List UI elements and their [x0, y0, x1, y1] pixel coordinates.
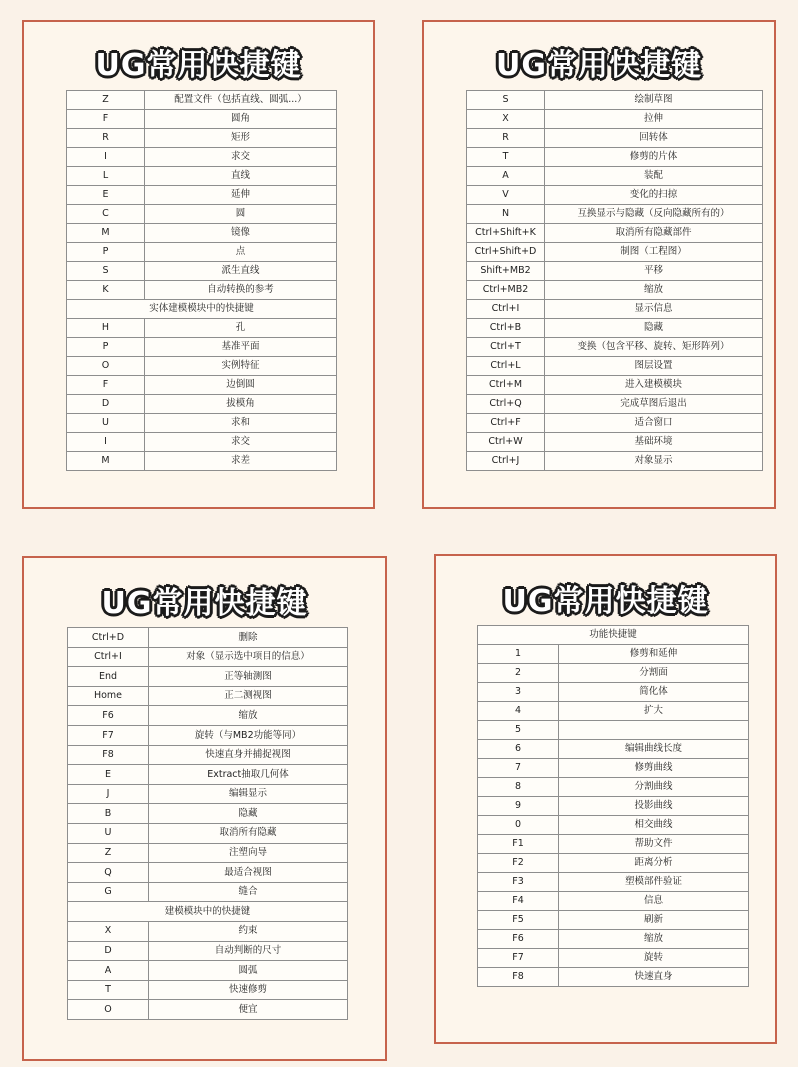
- shortcut-table: [66, 90, 337, 471]
- shortcut-key: Ctrl+Shift+D: [467, 243, 545, 262]
- shortcut-key: 3: [478, 683, 559, 702]
- table-row: [467, 110, 763, 129]
- table-row: [478, 968, 749, 987]
- shortcut-key: E: [67, 186, 145, 205]
- shortcut-action: 派生直线: [145, 262, 337, 281]
- shortcut-key: F4: [478, 892, 559, 911]
- table-row: [68, 1000, 348, 1020]
- shortcut-action: 互换显示与隐藏（反向隐藏所有的）: [545, 205, 763, 224]
- table-row: [67, 110, 337, 129]
- table-row: [478, 778, 749, 797]
- table-row: [467, 452, 763, 471]
- section-header: 建模模块中的快捷键: [68, 902, 348, 922]
- shortcut-key: Q: [68, 863, 149, 883]
- shortcut-action: 修剪的片体: [545, 148, 763, 167]
- table-row: [478, 816, 749, 835]
- shortcut-action: 拉伸: [545, 110, 763, 129]
- shortcut-key: X: [68, 921, 149, 941]
- table-row: [67, 319, 337, 338]
- shortcut-action: 对象显示: [545, 452, 763, 471]
- table-row: [67, 414, 337, 433]
- shortcut-key: 6: [478, 740, 559, 759]
- shortcut-key: I: [67, 433, 145, 452]
- shortcut-action: Extract抽取几何体: [149, 765, 348, 785]
- shortcut-action: 缩放: [559, 930, 749, 949]
- section-header-row: [67, 300, 337, 319]
- shortcut-key: S: [67, 262, 145, 281]
- shortcut-action: 相交曲线: [559, 816, 749, 835]
- table-row: [67, 205, 337, 224]
- table-row: [67, 357, 337, 376]
- shortcut-action: 快速直身并捕捉视图: [149, 745, 348, 765]
- shortcut-action: 隐藏: [545, 319, 763, 338]
- shortcut-key: P: [67, 243, 145, 262]
- shortcut-action: 约束: [149, 921, 348, 941]
- shortcut-key: Ctrl+L: [467, 357, 545, 376]
- section-header: 实体建模模块中的快捷键: [67, 300, 337, 319]
- shortcut-key: Z: [68, 843, 149, 863]
- shortcut-key: S: [467, 91, 545, 110]
- table-row: [68, 667, 348, 687]
- shortcut-action: 隐藏: [149, 804, 348, 824]
- table-row: [467, 91, 763, 110]
- shortcut-key: 2: [478, 664, 559, 683]
- shortcut-key: K: [67, 281, 145, 300]
- shortcut-key: T: [68, 980, 149, 1000]
- table-row: [68, 961, 348, 981]
- card-title: UG常用快捷键: [101, 586, 308, 621]
- shortcut-action: 投影曲线: [559, 797, 749, 816]
- table-row: [478, 702, 749, 721]
- shortcut-key: J: [68, 784, 149, 804]
- shortcut-action: 缩放: [545, 281, 763, 300]
- table-row: [467, 205, 763, 224]
- shortcut-key: Ctrl+I: [467, 300, 545, 319]
- shortcut-action: 直线: [145, 167, 337, 186]
- shortcut-action: 旋转: [559, 949, 749, 968]
- shortcut-action: 镜像: [145, 224, 337, 243]
- shortcut-action: 旋转（与MB2功能等同）: [149, 725, 348, 745]
- shortcut-key: D: [67, 395, 145, 414]
- table-row: [478, 797, 749, 816]
- shortcut-action: 基准平面: [145, 338, 337, 357]
- shortcut-action: 变化的扫掠: [545, 186, 763, 205]
- shortcut-key: O: [67, 357, 145, 376]
- section-header-row: [68, 902, 348, 922]
- shortcut-table-body: [67, 91, 337, 471]
- shortcut-key: B: [68, 804, 149, 824]
- table-row: [67, 91, 337, 110]
- shortcut-key: T: [467, 148, 545, 167]
- shortcut-action: 求交: [145, 433, 337, 452]
- shortcut-key: F3: [478, 873, 559, 892]
- shortcut-action: 装配: [545, 167, 763, 186]
- shortcut-action: 制图（工程图）: [545, 243, 763, 262]
- table-row: [67, 262, 337, 281]
- shortcut-action: 回转体: [545, 129, 763, 148]
- shortcut-key: X: [467, 110, 545, 129]
- shortcut-action: 最适合视图: [149, 863, 348, 883]
- shortcut-key: Ctrl+I: [68, 647, 149, 667]
- shortcut-key: 9: [478, 797, 559, 816]
- table-row: [467, 395, 763, 414]
- table-row: [67, 167, 337, 186]
- shortcut-table-body: [478, 626, 749, 987]
- table-row: [68, 804, 348, 824]
- shortcut-action: 塑模部件验证: [559, 873, 749, 892]
- shortcut-key: 4: [478, 702, 559, 721]
- shortcut-action: 分割曲线: [559, 778, 749, 797]
- shortcut-action: 便宜: [149, 1000, 348, 1020]
- section-header: 功能快捷键: [478, 626, 749, 645]
- table-row: [478, 740, 749, 759]
- shortcut-key: A: [68, 961, 149, 981]
- shortcut-key: F8: [68, 745, 149, 765]
- shortcut-key: Ctrl+Shift+K: [467, 224, 545, 243]
- table-row: [467, 281, 763, 300]
- table-row: [467, 148, 763, 167]
- table-row: [478, 664, 749, 683]
- table-row: [68, 745, 348, 765]
- shortcut-action: 简化体: [559, 683, 749, 702]
- table-row: [68, 686, 348, 706]
- shortcut-key: 5: [478, 721, 559, 740]
- shortcut-key: I: [67, 148, 145, 167]
- shortcut-action: 配置文件（包括直线、圆弧...）: [145, 91, 337, 110]
- shortcut-action: 信息: [559, 892, 749, 911]
- table-row: [68, 706, 348, 726]
- table-row: [68, 921, 348, 941]
- card-title: UG常用快捷键: [95, 48, 302, 83]
- shortcut-key: H: [67, 319, 145, 338]
- table-row: [67, 376, 337, 395]
- table-row: [467, 167, 763, 186]
- table-row: [478, 949, 749, 968]
- table-row: [68, 980, 348, 1000]
- shortcut-key: Ctrl+T: [467, 338, 545, 357]
- table-row: [67, 186, 337, 205]
- shortcut-action: 显示信息: [545, 300, 763, 319]
- shortcut-key: C: [67, 205, 145, 224]
- shortcut-key: F6: [68, 706, 149, 726]
- table-row: [467, 186, 763, 205]
- shortcut-action: 矩形: [145, 129, 337, 148]
- shortcut-action: 完成草图后退出: [545, 395, 763, 414]
- table-row: [68, 823, 348, 843]
- table-row: [67, 338, 337, 357]
- shortcut-action: 进入建模模块: [545, 376, 763, 395]
- shortcut-action: 快速直身: [559, 968, 749, 987]
- shortcut-key: F: [67, 376, 145, 395]
- shortcut-key: U: [67, 414, 145, 433]
- shortcut-key: V: [467, 186, 545, 205]
- shortcut-action: 注塑向导: [149, 843, 348, 863]
- shortcut-key: F2: [478, 854, 559, 873]
- shortcut-action: 缩放: [149, 706, 348, 726]
- table-row: [67, 224, 337, 243]
- shortcut-action: 平移: [545, 262, 763, 281]
- shortcut-key: Ctrl+D: [68, 628, 149, 648]
- shortcut-action: 求交: [145, 148, 337, 167]
- shortcut-action: 修剪曲线: [559, 759, 749, 778]
- shortcut-action: 修剪和延伸: [559, 645, 749, 664]
- table-row: [68, 628, 348, 648]
- shortcut-key: F6: [478, 930, 559, 949]
- table-row: [467, 262, 763, 281]
- shortcut-action: 分割面: [559, 664, 749, 683]
- table-row: [67, 129, 337, 148]
- shortcut-key: M: [67, 224, 145, 243]
- table-row: [467, 357, 763, 376]
- table-row: [467, 243, 763, 262]
- table-row: [467, 338, 763, 357]
- shortcut-action: 取消所有隐藏: [149, 823, 348, 843]
- table-row: [67, 452, 337, 471]
- shortcut-action: 编辑曲线长度: [559, 740, 749, 759]
- shortcut-key: A: [467, 167, 545, 186]
- table-row: [67, 281, 337, 300]
- table-row: [68, 647, 348, 667]
- shortcut-card-4: [434, 554, 777, 1044]
- shortcut-action: 图层设置: [545, 357, 763, 376]
- table-row: [68, 725, 348, 745]
- shortcut-action: 边倒圆: [145, 376, 337, 395]
- shortcut-key: L: [67, 167, 145, 186]
- shortcut-key: Ctrl+MB2: [467, 281, 545, 300]
- shortcut-key: F7: [68, 725, 149, 745]
- shortcut-key: Ctrl+J: [467, 452, 545, 471]
- table-row: [67, 395, 337, 414]
- table-row: [478, 835, 749, 854]
- shortcut-action: 求和: [145, 414, 337, 433]
- shortcut-action: 缝合: [149, 882, 348, 902]
- shortcut-key: Home: [68, 686, 149, 706]
- card-title: UG常用快捷键: [502, 584, 709, 619]
- shortcut-action: 正等轴测图: [149, 667, 348, 687]
- shortcut-action: 圆角: [145, 110, 337, 129]
- shortcut-action: 延伸: [145, 186, 337, 205]
- shortcut-action: 点: [145, 243, 337, 262]
- shortcut-key: R: [467, 129, 545, 148]
- shortcut-action: 帮助文件: [559, 835, 749, 854]
- shortcut-action: 自动判断的尺寸: [149, 941, 348, 961]
- shortcut-action: 距离分析: [559, 854, 749, 873]
- shortcut-action: 自动转换的参考: [145, 281, 337, 300]
- table-row: [68, 843, 348, 863]
- shortcut-action: 对象（显示选中项目的信息）: [149, 647, 348, 667]
- table-row: [478, 759, 749, 778]
- shortcut-key: Ctrl+Q: [467, 395, 545, 414]
- shortcut-key: Ctrl+M: [467, 376, 545, 395]
- shortcut-key: 8: [478, 778, 559, 797]
- table-row: [68, 784, 348, 804]
- table-row: [467, 414, 763, 433]
- shortcut-card-3: [22, 556, 387, 1061]
- shortcut-action: 删除: [149, 628, 348, 648]
- shortcut-table: [477, 625, 749, 987]
- shortcut-key: U: [68, 823, 149, 843]
- table-row: [478, 645, 749, 664]
- shortcut-key: G: [68, 882, 149, 902]
- shortcut-action: 扩大: [559, 702, 749, 721]
- table-row: [67, 243, 337, 262]
- shortcut-key: 7: [478, 759, 559, 778]
- shortcut-key: Ctrl+W: [467, 433, 545, 452]
- table-row: [467, 224, 763, 243]
- shortcut-action: 适合窗口: [545, 414, 763, 433]
- shortcut-key: F7: [478, 949, 559, 968]
- table-row: [467, 433, 763, 452]
- shortcut-key: E: [68, 765, 149, 785]
- shortcut-action: 刷新: [559, 911, 749, 930]
- table-row: [478, 721, 749, 740]
- shortcut-key: Ctrl+F: [467, 414, 545, 433]
- shortcut-action: 圆弧: [149, 961, 348, 981]
- shortcut-key: Z: [67, 91, 145, 110]
- shortcut-key: F1: [478, 835, 559, 854]
- shortcut-key: N: [467, 205, 545, 224]
- shortcut-key: M: [67, 452, 145, 471]
- table-row: [478, 911, 749, 930]
- table-row: [68, 863, 348, 883]
- table-row: [478, 683, 749, 702]
- shortcut-action: 圆: [145, 205, 337, 224]
- shortcut-key: D: [68, 941, 149, 961]
- shortcut-action: [559, 721, 749, 740]
- table-row: [467, 129, 763, 148]
- shortcut-key: 0: [478, 816, 559, 835]
- section-header-row: [478, 626, 749, 645]
- table-row: [478, 873, 749, 892]
- table-row: [68, 765, 348, 785]
- table-row: [467, 319, 763, 338]
- shortcut-action: 拔模角: [145, 395, 337, 414]
- shortcut-key: F8: [478, 968, 559, 987]
- shortcut-table: [67, 627, 348, 1020]
- card-title: UG常用快捷键: [496, 48, 702, 83]
- shortcut-action: 变换（包含平移、旋转、矩形阵列）: [545, 338, 763, 357]
- table-row: [67, 433, 337, 452]
- shortcut-action: 孔: [145, 319, 337, 338]
- shortcut-key: End: [68, 667, 149, 687]
- shortcut-table-body: [68, 628, 348, 1020]
- shortcut-action: 编辑显示: [149, 784, 348, 804]
- shortcut-action: 绘制草图: [545, 91, 763, 110]
- shortcut-action: 实例特征: [145, 357, 337, 376]
- shortcut-table: [466, 90, 763, 471]
- table-row: [478, 854, 749, 873]
- shortcut-card-2: [422, 20, 776, 509]
- shortcut-action: 求差: [145, 452, 337, 471]
- shortcut-card-1: [22, 20, 375, 509]
- table-row: [467, 300, 763, 319]
- shortcut-key: P: [67, 338, 145, 357]
- shortcut-action: 快速修剪: [149, 980, 348, 1000]
- shortcut-action: 取消所有隐藏部件: [545, 224, 763, 243]
- table-row: [478, 930, 749, 949]
- shortcut-key: Ctrl+B: [467, 319, 545, 338]
- table-row: [68, 941, 348, 961]
- shortcut-action: 正二测视图: [149, 686, 348, 706]
- shortcut-key: F5: [478, 911, 559, 930]
- shortcut-table-body: [467, 91, 763, 471]
- shortcut-action: 基础环境: [545, 433, 763, 452]
- shortcut-key: O: [68, 1000, 149, 1020]
- table-row: [478, 892, 749, 911]
- shortcut-key: F: [67, 110, 145, 129]
- table-row: [67, 148, 337, 167]
- shortcut-key: Shift+MB2: [467, 262, 545, 281]
- shortcut-key: 1: [478, 645, 559, 664]
- shortcut-key: R: [67, 129, 145, 148]
- table-row: [68, 882, 348, 902]
- table-row: [467, 376, 763, 395]
